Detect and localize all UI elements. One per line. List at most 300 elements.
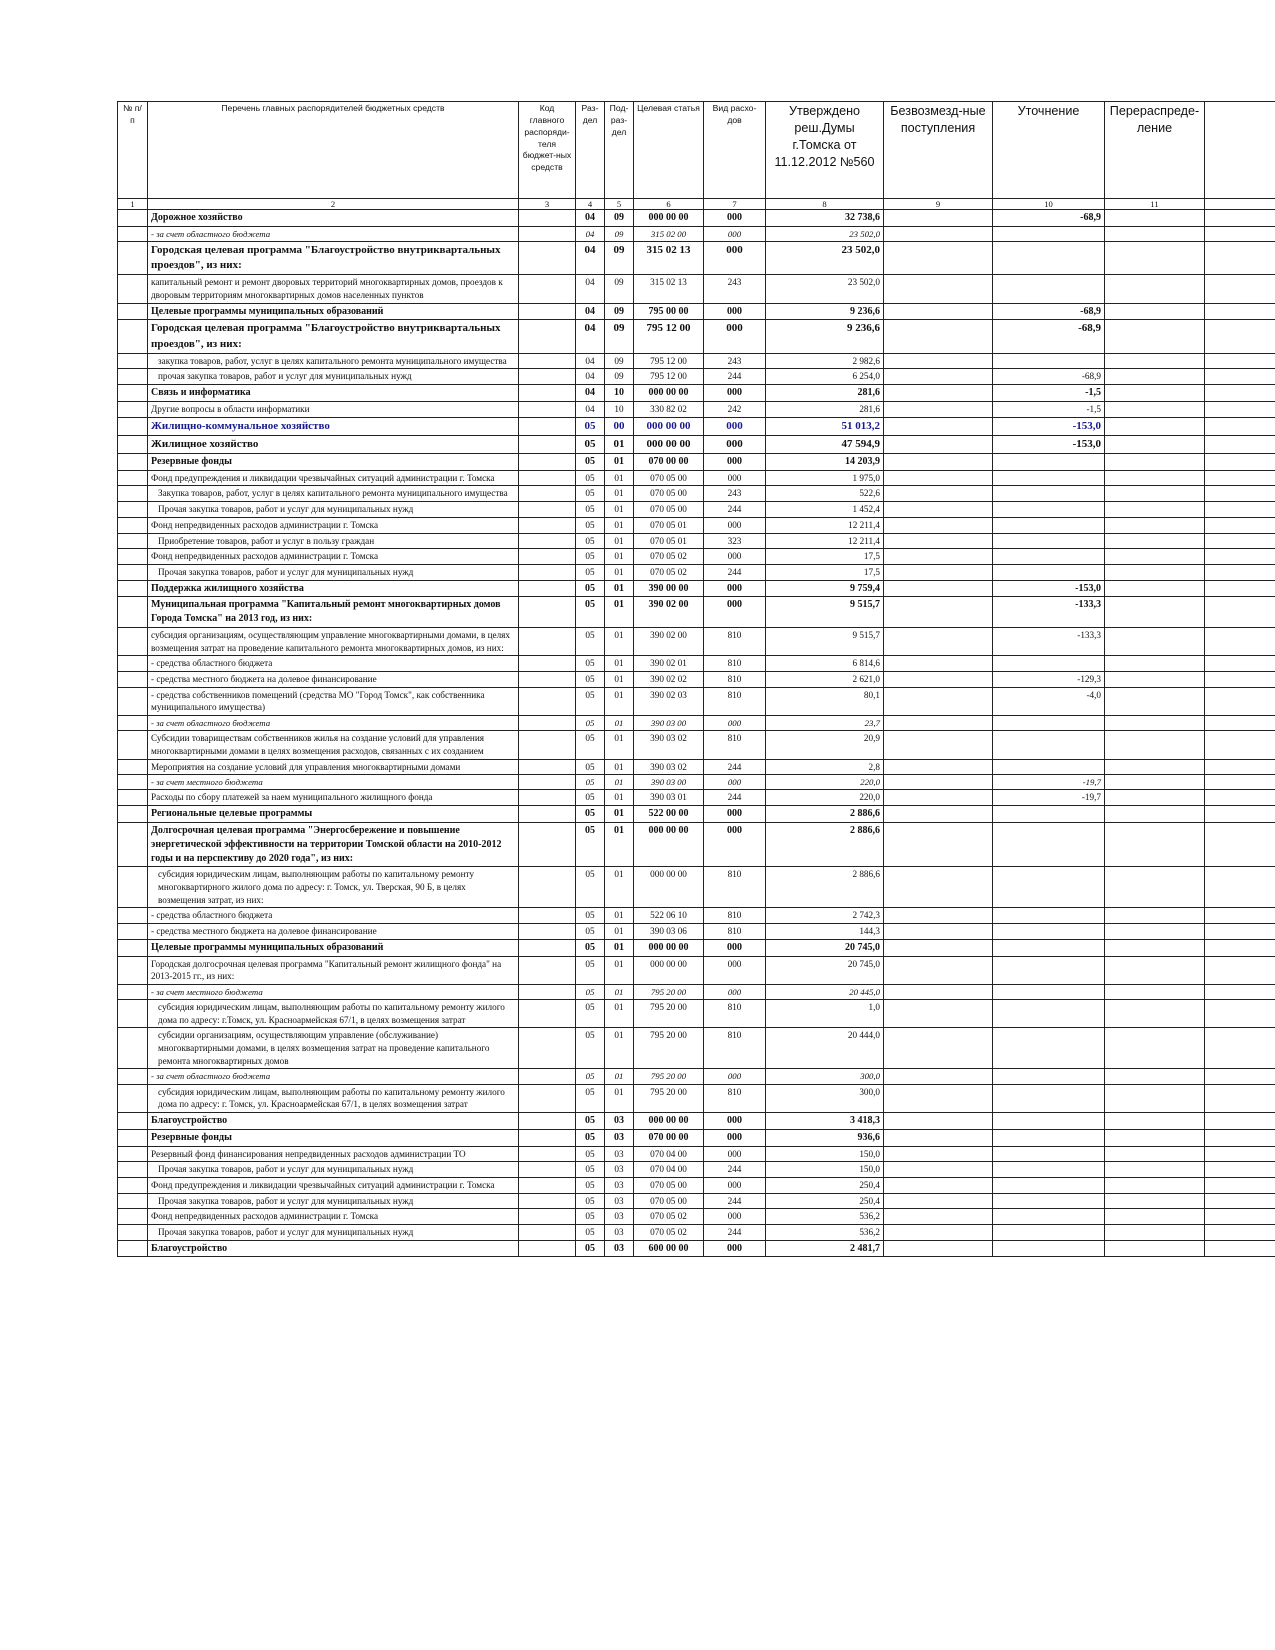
cell-podrazdel: 01 <box>605 656 634 672</box>
cell-code <box>519 303 576 320</box>
cell-redistribution <box>1105 1225 1205 1241</box>
cell-name: Фонд непредвиденных расходов администрации г. Томска <box>148 517 519 533</box>
cell-vr: 000 <box>704 303 766 320</box>
cell-extra <box>1205 1193 1275 1209</box>
table-row <box>118 580 1275 597</box>
cell-podrazdel: 03 <box>605 1177 634 1193</box>
cell-clarification <box>993 939 1105 956</box>
cell-cs: 390 02 01 <box>634 656 704 672</box>
cell-name: субсидия юридическим лицам, выполняющим работы по капитальному ремонту многоквартирного жилого дома по адресу: г. Томск, ул. Тверская, 90 Б, в целях возмещения затрат, из них: <box>148 867 519 908</box>
cell-cs: 795 20 00 <box>634 1084 704 1112</box>
cell-vr: 244 <box>704 1193 766 1209</box>
cell-redistribution <box>1105 775 1205 790</box>
table-row <box>118 1069 1275 1084</box>
cell-name: Городская целевая программа "Благоустройство внутриквартальных проездов", из них: <box>148 241 519 274</box>
table-row <box>118 533 1275 549</box>
header-clarification: Уточнение <box>993 102 1105 199</box>
cell-clarification <box>993 806 1105 823</box>
cell-redistribution <box>1105 687 1205 715</box>
cell-redistribution <box>1105 1069 1205 1084</box>
cell-vr: 244 <box>704 564 766 580</box>
cell-gratuitous <box>884 1209 993 1225</box>
cell-gratuitous <box>884 1112 993 1129</box>
cell-code <box>519 533 576 549</box>
cell-extra <box>1205 533 1275 549</box>
cell-razdel: 05 <box>576 1177 605 1193</box>
colnum: 6 <box>634 199 704 210</box>
cell-num <box>118 1146 148 1162</box>
cell-clarification: -19,7 <box>993 775 1105 790</box>
cell-cs: 000 00 00 <box>634 822 704 866</box>
table-row <box>118 687 1275 715</box>
cell-vr: 243 <box>704 486 766 502</box>
cell-gratuitous <box>884 275 993 303</box>
cell-razdel: 05 <box>576 564 605 580</box>
cell-redistribution <box>1105 564 1205 580</box>
cell-podrazdel: 01 <box>605 549 634 565</box>
cell-cs: 390 00 00 <box>634 580 704 597</box>
cell-vr: 810 <box>704 731 766 759</box>
cell-vr: 000 <box>704 956 766 984</box>
cell-name: Фонд непредвиденных расходов администрации г. Томска <box>148 1209 519 1225</box>
cell-extra <box>1205 453 1275 470</box>
cell-approved: 536,2 <box>766 1225 884 1241</box>
cell-name: Прочая закупка товаров, работ и услуг для муниципальных нужд <box>148 564 519 580</box>
cell-razdel: 05 <box>576 533 605 549</box>
table-row <box>118 1209 1275 1225</box>
cell-vr: 244 <box>704 502 766 518</box>
cell-cs: 070 04 00 <box>634 1146 704 1162</box>
cell-clarification <box>993 731 1105 759</box>
cell-num <box>118 822 148 866</box>
table-row <box>118 956 1275 984</box>
cell-clarification: -68,9 <box>993 210 1105 227</box>
cell-podrazdel: 09 <box>605 320 634 353</box>
cell-podrazdel: 01 <box>605 672 634 688</box>
cell-clarification <box>993 716 1105 731</box>
cell-approved: 2 982,6 <box>766 353 884 369</box>
cell-code <box>519 1162 576 1178</box>
cell-gratuitous <box>884 1177 993 1193</box>
cell-clarification: -4,0 <box>993 687 1105 715</box>
cell-extra <box>1205 867 1275 908</box>
cell-name: - средства местного бюджета на долевое финансирование <box>148 924 519 940</box>
cell-razdel: 05 <box>576 417 605 435</box>
cell-cs: 390 03 01 <box>634 790 704 806</box>
cell-code <box>519 759 576 775</box>
cell-num <box>118 790 148 806</box>
cell-name: Связь и информатика <box>148 385 519 402</box>
cell-gratuitous <box>884 956 993 984</box>
cell-num <box>118 210 148 227</box>
cell-approved: 14 203,9 <box>766 453 884 470</box>
cell-name: капитальный ремонт и ремонт дворовых территорий многоквартирных домов, проездов к дворовым территориям многоквартирных домов населенных пунктов <box>148 275 519 303</box>
cell-name: Дорожное хозяйство <box>148 210 519 227</box>
cell-approved: 9 759,4 <box>766 580 884 597</box>
table-row <box>118 759 1275 775</box>
cell-num <box>118 908 148 924</box>
cell-approved: 522,6 <box>766 486 884 502</box>
cell-cs: 330 82 02 <box>634 401 704 417</box>
cell-vr: 000 <box>704 597 766 628</box>
cell-approved: 2 886,6 <box>766 822 884 866</box>
cell-extra <box>1205 517 1275 533</box>
cell-podrazdel: 00 <box>605 417 634 435</box>
cell-cs: 795 12 00 <box>634 353 704 369</box>
cell-approved: 20,9 <box>766 731 884 759</box>
table-row <box>118 790 1275 806</box>
cell-gratuitous <box>884 716 993 731</box>
cell-num <box>118 1193 148 1209</box>
cell-razdel: 05 <box>576 549 605 565</box>
cell-clarification <box>993 759 1105 775</box>
cell-clarification: -133,3 <box>993 627 1105 655</box>
cell-approved: 281,6 <box>766 401 884 417</box>
cell-code <box>519 790 576 806</box>
cell-gratuitous <box>884 417 993 435</box>
cell-extra <box>1205 687 1275 715</box>
cell-code <box>519 1112 576 1129</box>
colnum: 4 <box>576 199 605 210</box>
cell-clarification <box>993 502 1105 518</box>
cell-approved: 281,6 <box>766 385 884 402</box>
cell-gratuitous <box>884 564 993 580</box>
cell-cs: 000 00 00 <box>634 435 704 453</box>
cell-num <box>118 470 148 486</box>
header-name: Перечень главных распорядителей бюджетных средств <box>148 102 519 199</box>
cell-gratuitous <box>884 303 993 320</box>
cell-num <box>118 1112 148 1129</box>
cell-redistribution <box>1105 716 1205 731</box>
cell-cs: 000 00 00 <box>634 385 704 402</box>
cell-code <box>519 908 576 924</box>
cell-name: Прочая закупка товаров, работ и услуг для муниципальных нужд <box>148 1162 519 1178</box>
cell-cs: 070 05 01 <box>634 517 704 533</box>
cell-code <box>519 486 576 502</box>
cell-approved: 250,4 <box>766 1193 884 1209</box>
cell-num <box>118 517 148 533</box>
cell-vr: 242 <box>704 401 766 417</box>
cell-redistribution <box>1105 984 1205 999</box>
cell-razdel: 05 <box>576 806 605 823</box>
cell-code <box>519 656 576 672</box>
cell-redistribution <box>1105 1129 1205 1146</box>
cell-vr: 810 <box>704 908 766 924</box>
cell-podrazdel: 09 <box>605 369 634 385</box>
cell-gratuitous <box>884 453 993 470</box>
cell-vr: 000 <box>704 1112 766 1129</box>
cell-name: - средства местного бюджета на долевое финансирование <box>148 672 519 688</box>
cell-vr: 000 <box>704 417 766 435</box>
cell-vr: 000 <box>704 580 766 597</box>
cell-cs: 070 05 02 <box>634 549 704 565</box>
cell-cs: 795 12 00 <box>634 320 704 353</box>
cell-gratuitous <box>884 1028 993 1069</box>
cell-num <box>118 385 148 402</box>
cell-gratuitous <box>884 486 993 502</box>
cell-num <box>118 502 148 518</box>
cell-extra <box>1205 984 1275 999</box>
cell-num <box>118 1069 148 1084</box>
table-row <box>118 210 1275 227</box>
colnum: 9 <box>884 199 993 210</box>
cell-approved: 220,0 <box>766 775 884 790</box>
cell-code <box>519 241 576 274</box>
cell-approved: 12 211,4 <box>766 533 884 549</box>
cell-approved: 1 975,0 <box>766 470 884 486</box>
cell-vr: 000 <box>704 517 766 533</box>
cell-clarification <box>993 517 1105 533</box>
cell-num <box>118 1000 148 1028</box>
colnum: 8 <box>766 199 884 210</box>
cell-clarification <box>993 241 1105 274</box>
cell-redistribution <box>1105 939 1205 956</box>
cell-extra <box>1205 1129 1275 1146</box>
table-row <box>118 597 1275 628</box>
header-row <box>118 102 1275 199</box>
cell-podrazdel: 09 <box>605 303 634 320</box>
cell-razdel: 05 <box>576 924 605 940</box>
cell-redistribution <box>1105 1209 1205 1225</box>
cell-extra <box>1205 275 1275 303</box>
cell-approved: 2 886,6 <box>766 806 884 823</box>
table-row <box>118 1084 1275 1112</box>
cell-approved: 6 254,0 <box>766 369 884 385</box>
cell-num <box>118 303 148 320</box>
cell-num <box>118 867 148 908</box>
cell-approved: 9 236,6 <box>766 303 884 320</box>
cell-name: Закупка товаров, работ, услуг в целях капитального ремонта муниципального имущества <box>148 486 519 502</box>
cell-redistribution <box>1105 1146 1205 1162</box>
cell-podrazdel: 01 <box>605 486 634 502</box>
cell-gratuitous <box>884 517 993 533</box>
cell-num <box>118 1209 148 1225</box>
cell-name: Прочая закупка товаров, работ и услуг для муниципальных нужд <box>148 502 519 518</box>
cell-num <box>118 984 148 999</box>
cell-extra <box>1205 1162 1275 1178</box>
cell-extra <box>1205 486 1275 502</box>
cell-redistribution <box>1105 502 1205 518</box>
table-row <box>118 486 1275 502</box>
cell-cs: 000 00 00 <box>634 210 704 227</box>
cell-cs: 795 20 00 <box>634 1069 704 1084</box>
cell-redistribution <box>1105 806 1205 823</box>
cell-clarification <box>993 1162 1105 1178</box>
cell-approved: 6 814,6 <box>766 656 884 672</box>
cell-cs: 070 05 00 <box>634 470 704 486</box>
cell-num <box>118 417 148 435</box>
table-row <box>118 908 1275 924</box>
cell-podrazdel: 01 <box>605 806 634 823</box>
cell-podrazdel: 03 <box>605 1240 634 1257</box>
cell-redistribution <box>1105 924 1205 940</box>
cell-cs: 000 00 00 <box>634 939 704 956</box>
cell-vr: 810 <box>704 1028 766 1069</box>
cell-razdel: 05 <box>576 470 605 486</box>
cell-name: - средства собственников помещений (средства МО "Город Томск", как собственника муниципального имущества) <box>148 687 519 715</box>
cell-gratuitous <box>884 924 993 940</box>
cell-clarification <box>993 1193 1105 1209</box>
cell-gratuitous <box>884 672 993 688</box>
cell-code <box>519 435 576 453</box>
cell-clarification <box>993 1129 1105 1146</box>
cell-vr: 810 <box>704 1084 766 1112</box>
cell-gratuitous <box>884 627 993 655</box>
cell-podrazdel: 01 <box>605 502 634 518</box>
table-row <box>118 1240 1275 1257</box>
cell-vr: 000 <box>704 716 766 731</box>
cell-redistribution <box>1105 533 1205 549</box>
cell-gratuitous <box>884 822 993 866</box>
cell-approved: 300,0 <box>766 1069 884 1084</box>
cell-name: Резервные фонды <box>148 453 519 470</box>
cell-num <box>118 627 148 655</box>
budget-table <box>117 101 1275 1257</box>
cell-clarification <box>993 1084 1105 1112</box>
cell-num <box>118 775 148 790</box>
cell-cs: 315 02 00 <box>634 226 704 241</box>
cell-clarification <box>993 1028 1105 1069</box>
cell-code <box>519 226 576 241</box>
cell-num <box>118 1129 148 1146</box>
cell-name: Расходы по сбору платежей за наем муниципального жилищного фонда <box>148 790 519 806</box>
cell-razdel: 05 <box>576 1146 605 1162</box>
cell-redistribution <box>1105 1000 1205 1028</box>
cell-redistribution <box>1105 353 1205 369</box>
cell-name: - за счет областного бюджета <box>148 226 519 241</box>
cell-extra <box>1205 759 1275 775</box>
cell-podrazdel: 03 <box>605 1129 634 1146</box>
table-row <box>118 275 1275 303</box>
cell-name: Прочая закупка товаров, работ и услуг для муниципальных нужд <box>148 1193 519 1209</box>
cell-clarification: -153,0 <box>993 580 1105 597</box>
cell-code <box>519 210 576 227</box>
cell-clarification <box>993 533 1105 549</box>
cell-vr: 000 <box>704 806 766 823</box>
cell-approved: 1 452,4 <box>766 502 884 518</box>
cell-podrazdel: 01 <box>605 956 634 984</box>
cell-podrazdel: 01 <box>605 759 634 775</box>
cell-razdel: 05 <box>576 908 605 924</box>
table-row <box>118 353 1275 369</box>
cell-redistribution <box>1105 867 1205 908</box>
cell-redistribution <box>1105 580 1205 597</box>
cell-podrazdel: 03 <box>605 1162 634 1178</box>
cell-num <box>118 401 148 417</box>
cell-redistribution <box>1105 470 1205 486</box>
cell-redistribution <box>1105 597 1205 628</box>
cell-extra <box>1205 320 1275 353</box>
cell-approved: 2 742,3 <box>766 908 884 924</box>
cell-vr: 810 <box>704 656 766 672</box>
cell-vr: 244 <box>704 759 766 775</box>
cell-gratuitous <box>884 775 993 790</box>
table-row <box>118 470 1275 486</box>
cell-podrazdel: 01 <box>605 1000 634 1028</box>
cell-extra <box>1205 822 1275 866</box>
cell-extra <box>1205 924 1275 940</box>
cell-code <box>519 1000 576 1028</box>
table-row <box>118 564 1275 580</box>
cell-num <box>118 1225 148 1241</box>
cell-cs: 070 05 02 <box>634 564 704 580</box>
colnum: 2 <box>148 199 519 210</box>
cell-name: Фонд предупреждения и ликвидации чрезвычайных ситуаций администрации г. Томска <box>148 470 519 486</box>
cell-razdel: 04 <box>576 275 605 303</box>
cell-gratuitous <box>884 435 993 453</box>
cell-clarification <box>993 453 1105 470</box>
cell-approved: 2 621,0 <box>766 672 884 688</box>
cell-razdel: 05 <box>576 939 605 956</box>
cell-code <box>519 672 576 688</box>
cell-approved: 9 515,7 <box>766 627 884 655</box>
cell-podrazdel: 03 <box>605 1112 634 1129</box>
cell-approved: 17,5 <box>766 564 884 580</box>
cell-cs: 070 05 00 <box>634 502 704 518</box>
cell-redistribution <box>1105 369 1205 385</box>
cell-code <box>519 401 576 417</box>
cell-podrazdel: 09 <box>605 241 634 274</box>
cell-extra <box>1205 627 1275 655</box>
table-row <box>118 924 1275 940</box>
cell-clarification <box>993 549 1105 565</box>
cell-name: Жилищно-коммунальное хозяйство <box>148 417 519 435</box>
cell-num <box>118 226 148 241</box>
cell-clarification: -68,9 <box>993 303 1105 320</box>
cell-name: Муниципальная программа "Капитальный ремонт многоквартирных домов Города Томска" на 2013 год, из них: <box>148 597 519 628</box>
cell-code <box>519 1177 576 1193</box>
cell-razdel: 05 <box>576 597 605 628</box>
cell-extra <box>1205 369 1275 385</box>
cell-razdel: 05 <box>576 716 605 731</box>
cell-extra <box>1205 435 1275 453</box>
cell-redistribution <box>1105 656 1205 672</box>
cell-vr: 244 <box>704 790 766 806</box>
cell-num <box>118 486 148 502</box>
cell-cs: 390 03 02 <box>634 731 704 759</box>
cell-approved: 144,3 <box>766 924 884 940</box>
table-row <box>118 672 1275 688</box>
cell-redistribution <box>1105 241 1205 274</box>
cell-cs: 000 00 00 <box>634 867 704 908</box>
table-row <box>118 1193 1275 1209</box>
cell-podrazdel: 01 <box>605 564 634 580</box>
table-row <box>118 320 1275 353</box>
cell-approved: 23 502,0 <box>766 275 884 303</box>
cell-gratuitous <box>884 939 993 956</box>
cell-gratuitous <box>884 470 993 486</box>
cell-podrazdel: 01 <box>605 790 634 806</box>
cell-clarification: -153,0 <box>993 417 1105 435</box>
cell-podrazdel: 03 <box>605 1225 634 1241</box>
cell-redistribution <box>1105 303 1205 320</box>
cell-extra <box>1205 226 1275 241</box>
cell-redistribution <box>1105 822 1205 866</box>
cell-extra <box>1205 731 1275 759</box>
cell-razdel: 04 <box>576 210 605 227</box>
cell-clarification <box>993 984 1105 999</box>
cell-name: Благоустройство <box>148 1112 519 1129</box>
cell-podrazdel: 01 <box>605 867 634 908</box>
cell-code <box>519 320 576 353</box>
table-row <box>118 1129 1275 1146</box>
cell-clarification: -1,5 <box>993 385 1105 402</box>
cell-razdel: 05 <box>576 1000 605 1028</box>
cell-approved: 23 502,0 <box>766 241 884 274</box>
cell-extra <box>1205 470 1275 486</box>
cell-extra <box>1205 956 1275 984</box>
cell-extra <box>1205 716 1275 731</box>
